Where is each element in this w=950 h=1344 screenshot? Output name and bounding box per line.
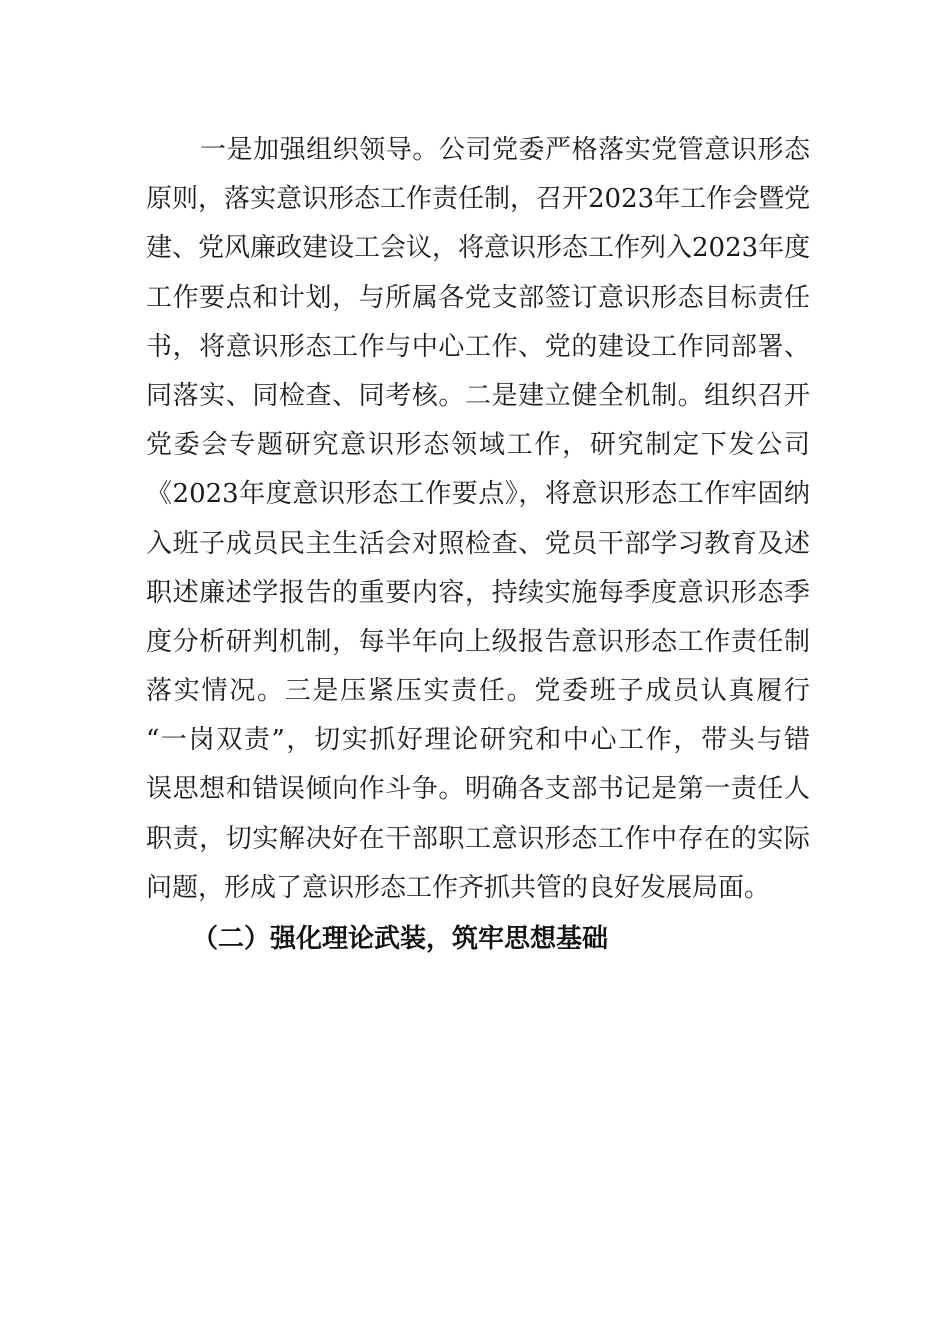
document-body [146,126,810,965]
paragraph-line: 入班子成员民主生活会对照检查、党员干部学习教育及述 [146,528,810,559]
paragraph-line: 度分析研判机制，每半年向上级报告意识形态工作责任制 [146,626,810,657]
paragraph-line: 职责，切实解决好在干部职工意识形态工作中存在的实际 [146,823,810,854]
paragraph-line: 建、党风廉政建设工会议，将意识形态工作列入2023年度 [146,233,811,264]
paragraph-line: 同落实、同检查、同考核。二是建立健全机制。组织召开 [146,380,810,411]
section-heading: （二）强化理论武装，筑牢思想基础 [192,924,609,954]
paragraph-line: 问题，形成了意识形态工作齐抓共管的良好发展局面。 [146,872,771,903]
paragraph-line: 误思想和错误倾向作斗争。明确各支部书记是第一责任人 [146,774,810,805]
paragraph-line: 书，将意识形态工作与中心工作、党的建设工作同部署、 [146,331,810,362]
paragraph-line: 职述廉述学报告的重要内容，持续实施每季度意识形态季 [146,577,810,608]
paragraph-line: 一是加强组织领导。公司党委严格落实党管意识形态 [200,135,810,165]
paragraph-line: “一岗双责”，切实抓好理论研究和中心工作，带头与错 [146,725,810,756]
paragraph-line: 工作要点和计划，与所属各党支部签订意识形态目标责任 [146,282,810,313]
paragraph-line: 党委会专题研究意识形态领域工作，研究制定下发公司 [146,430,810,461]
paragraph-line: 落实情况。三是压紧压实责任。党委班子成员认真履行 [146,676,810,707]
paragraph-line: 原则，落实意识形态工作责任制，召开2023年工作会暨党 [146,184,811,215]
paragraph-line: 《2023年度意识形态工作要点》，将意识形态工作牢固纳 [146,479,810,510]
